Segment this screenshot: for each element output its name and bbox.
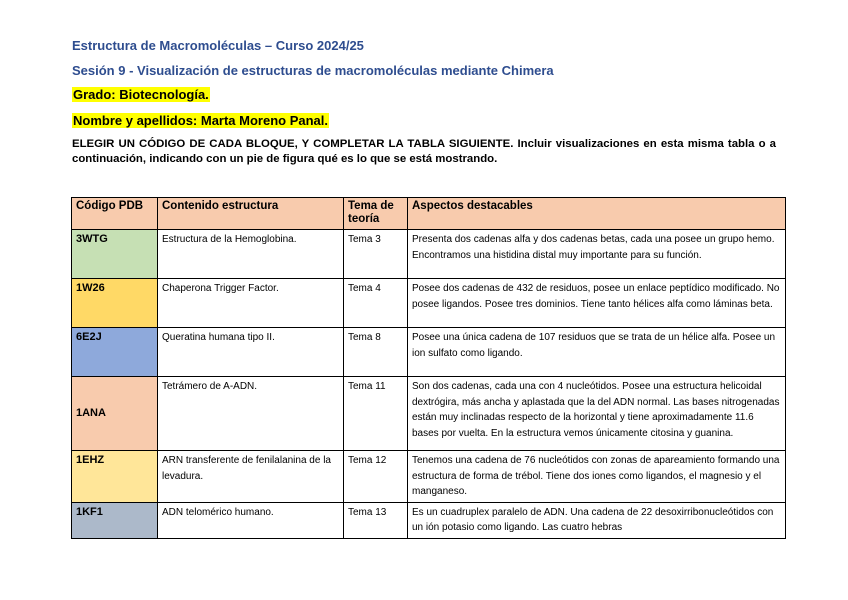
aspects-cell: Es un cuadruplex paralelo de ADN. Una cadena de 22 desoxirribonucleótidos con un ión potasio como ligando. Las cuatro hebras <box>408 502 786 538</box>
content-cell: ARN transferente de fenilalanina de la levadura. <box>158 451 344 503</box>
aspects-cell: Posee una única cadena de 107 residuos que se trata de un hélice alfa. Posee un ion sulfato como ligando. <box>408 328 786 377</box>
pdb-code-cell: 1KF1 <box>72 502 158 538</box>
header-highlights: Aspectos destacables <box>408 198 786 230</box>
topic-cell: Tema 8 <box>344 328 408 377</box>
content-cell: Chaperona Trigger Factor. <box>158 279 344 328</box>
aspects-cell: Presenta dos cadenas alfa y dos cadenas betas, cada una posee un grupo hemo. Encontramos una histidina distal muy importante para su función. <box>408 230 786 279</box>
pdb-code-cell: 6E2J <box>72 328 158 377</box>
content-cell: Queratina humana tipo II. <box>158 328 344 377</box>
session-title: Sesión 9 - Visualización de estructuras de macromoléculas mediante Chimera <box>72 63 554 78</box>
aspects-cell: Tenemos una cadena de 76 nucleótidos con zonas de apareamiento formando una estructura de forma de trébol. Tiene dos iones como ligandos, el magnesio y el manganeso. <box>408 451 786 503</box>
content-cell: Estructura de la Hemoglobina. <box>158 230 344 279</box>
table-row <box>72 502 786 538</box>
pdb-code-cell: 1ANA <box>72 377 158 451</box>
table-header-row <box>72 198 786 230</box>
table-row <box>72 279 786 328</box>
header-pdb-code: Código PDB <box>72 198 158 230</box>
content-cell: ADN telomérico humano. <box>158 502 344 538</box>
table-row <box>72 451 786 503</box>
course-title: Estructura de Macromoléculas – Curso 2024/25 <box>72 38 364 53</box>
table-row <box>72 377 786 451</box>
pdb-code-cell: 1W26 <box>72 279 158 328</box>
student-name-label: Nombre y apellidos: Marta Moreno Panal. <box>73 113 328 128</box>
topic-cell: Tema 11 <box>344 377 408 451</box>
content-cell: Tetrámero de A-ADN. <box>158 377 344 451</box>
aspects-cell: Posee dos cadenas de 432 de residuos, posee un enlace peptídico modificado. No posee ligandos. Posee tres dominios. Tiene tanto hélices alfa como láminas beta. <box>408 279 786 328</box>
instructions-text: ELEGIR UN CÓDIGO DE CADA BLOQUE, Y COMPLETAR LA TABLA SIGUIENTE. Incluir visualizaciones en esta misma tabla o a continuación, indicando con un pie de figura qué es lo que se está mostrando. <box>72 138 776 165</box>
header-theory-topic: Tema de teoría <box>344 198 408 230</box>
degree-label: Grado: Biotecnología. <box>73 87 209 102</box>
structures-table <box>71 197 786 539</box>
topic-cell: Tema 13 <box>344 502 408 538</box>
topic-cell: Tema 4 <box>344 279 408 328</box>
table-row <box>72 230 786 279</box>
topic-cell: Tema 3 <box>344 230 408 279</box>
aspects-cell: Son dos cadenas, cada una con 4 nucleótidos. Posee una estructura helicoidal dextrógira, más ancha y aplastada que la del ADN normal. Las bases nitrogenadas están muy inclinadas respecto de la horizontal y tiene aproximadamente 11.6 bases por vuelta. En la estructura vemos únicamente citosina y guanina. <box>408 377 786 451</box>
table-row <box>72 328 786 377</box>
pdb-code-cell: 1EHZ <box>72 451 158 503</box>
pdb-code-cell: 3WTG <box>72 230 158 279</box>
topic-cell: Tema 12 <box>344 451 408 503</box>
header-structure-content: Contenido estructura <box>158 198 344 230</box>
